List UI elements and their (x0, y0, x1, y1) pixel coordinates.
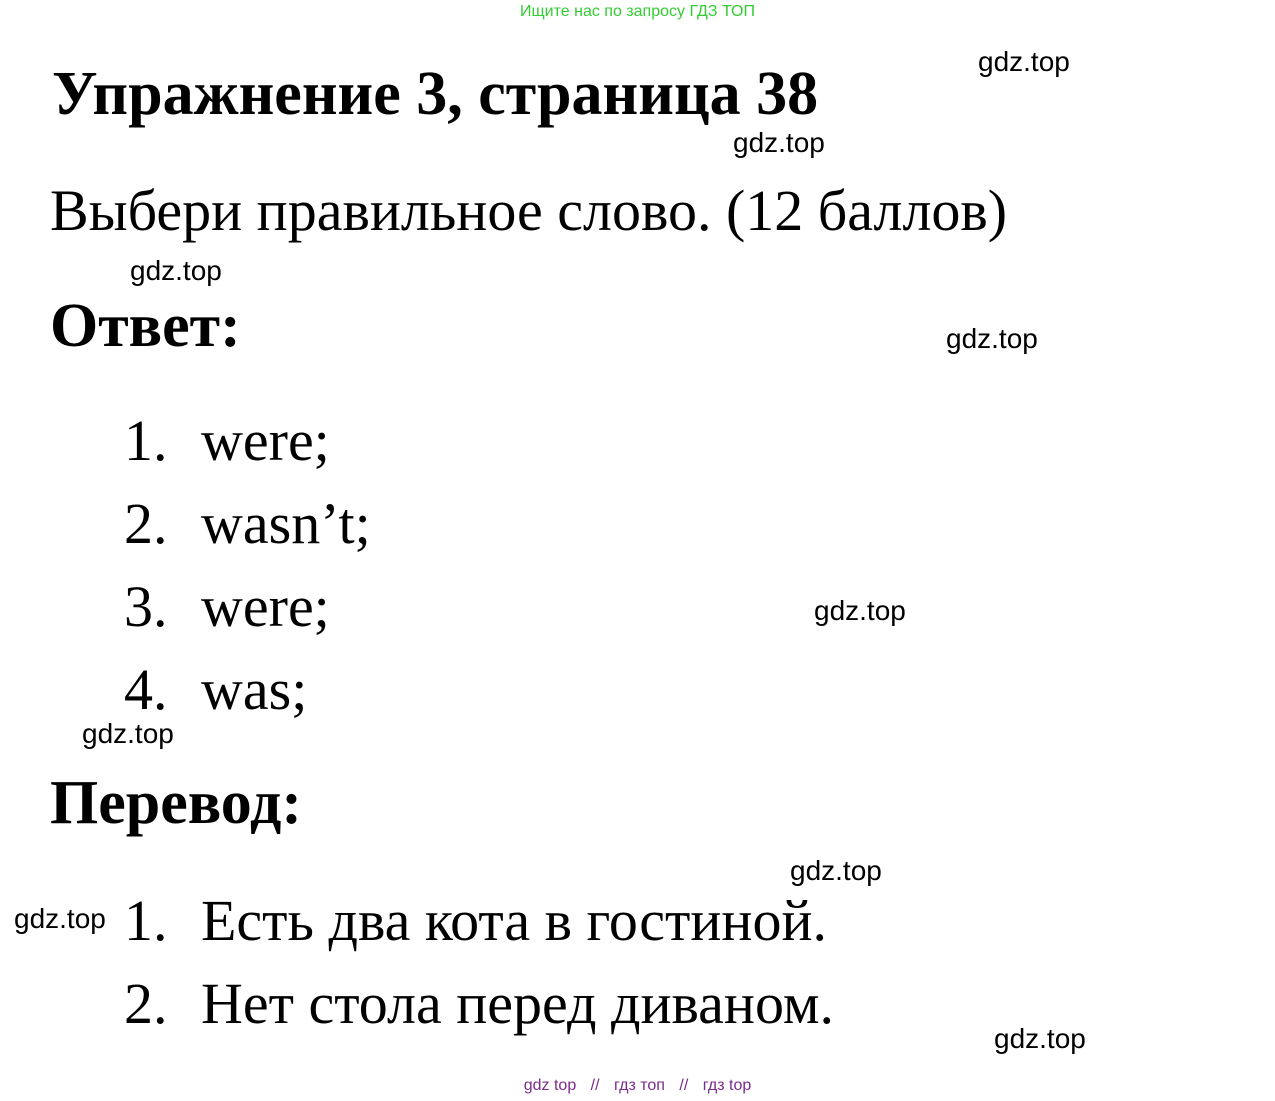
answer-text: wasn’t; (201, 491, 371, 556)
watermark: gdz.top (978, 46, 1070, 77)
answer-text: were; (201, 574, 330, 639)
answer-heading: Ответ: (50, 292, 241, 360)
translation-text: Нет стола перед диваном. (201, 971, 835, 1036)
watermark: gdz.top (733, 127, 825, 158)
footer-link-gdz-top-mixed[interactable]: гдз top (702, 1077, 752, 1094)
watermark: gdz.top (814, 595, 906, 626)
footer-separator: // (679, 1077, 689, 1094)
watermark: gdz.top (14, 903, 106, 934)
translation-heading: Перевод: (50, 769, 303, 837)
task-text: Выбери правильное слово. (12 баллов) (50, 178, 1008, 243)
footer-link-gdz-top[interactable]: gdz top (523, 1077, 577, 1094)
footer-separator: // (590, 1077, 600, 1094)
translation-text: Есть два кота в гостиной. (201, 888, 827, 953)
footer-link-gdz-top-ru[interactable]: гдз топ (614, 1077, 665, 1094)
top-banner: Ищите нас по запросу ГДЗ ТОП (520, 3, 755, 20)
item-number: 1. (124, 408, 168, 473)
item-number: 1. (124, 888, 168, 953)
watermark: gdz.top (994, 1023, 1086, 1054)
page-title: Упражнение 3, страница 38 (52, 60, 819, 128)
item-number: 2. (124, 971, 168, 1036)
watermark: gdz.top (130, 255, 222, 286)
answer-text: was; (201, 657, 308, 722)
watermark: gdz.top (946, 323, 1038, 354)
answer-text: were; (201, 408, 330, 473)
watermark: gdz.top (82, 718, 174, 749)
watermark: gdz.top (790, 855, 882, 886)
item-number: 3. (124, 574, 168, 639)
item-number: 4. (124, 657, 168, 722)
item-number: 2. (124, 491, 168, 556)
footer (0, 1076, 1275, 1096)
